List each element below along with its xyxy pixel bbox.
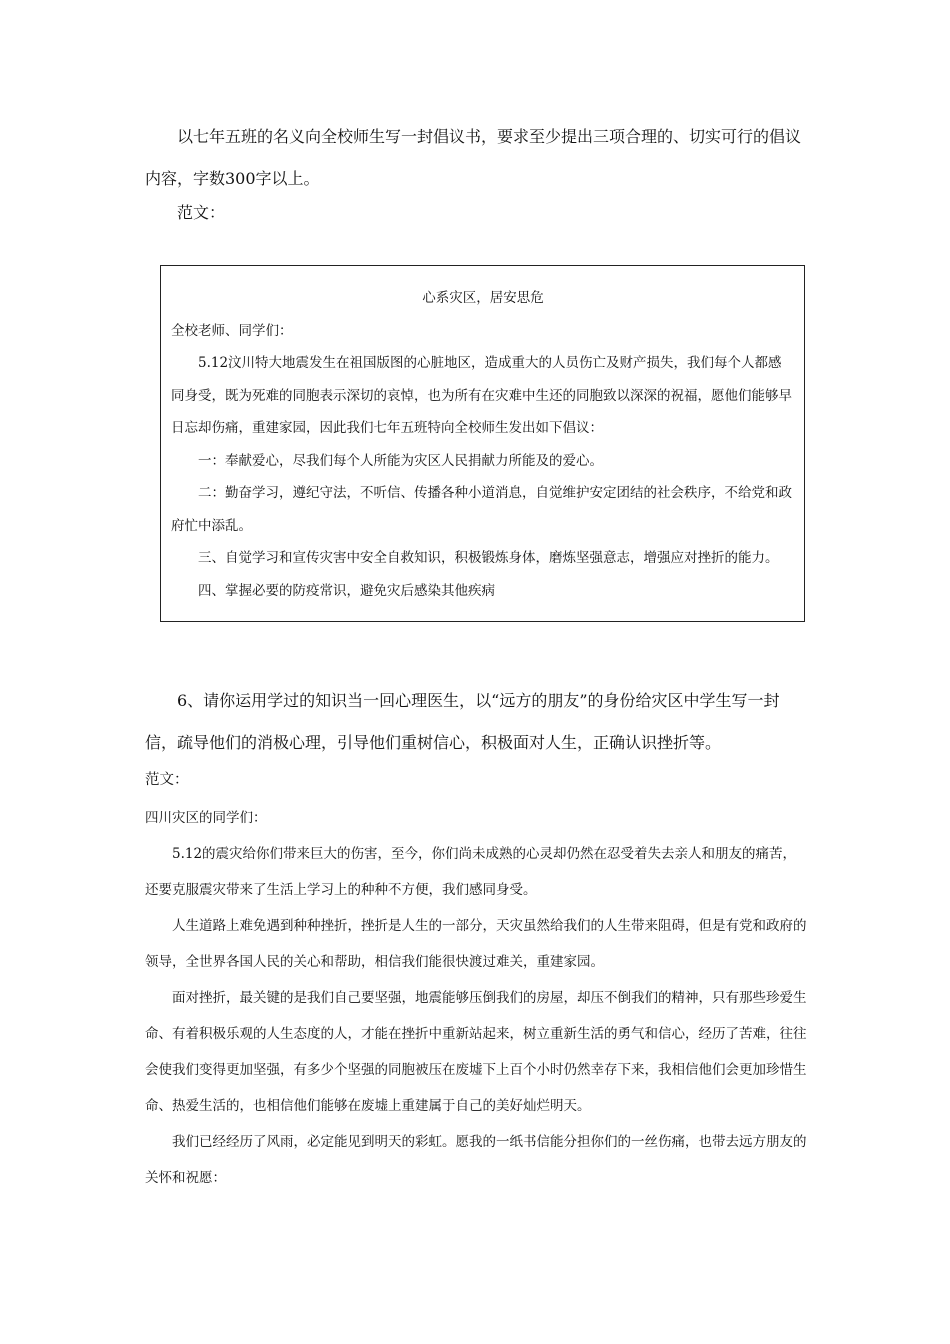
- comfort-letter-paragraph: 面对挫折，最关键的是我们自己要坚强，地震能够压倒我们的房屋，却压不倒我们的精神，只有那些珍爱生命、有着积极乐观的人生态度的人，才能在挫折中重新站起来，树立重新生活的勇气和信心，经历了苦难，往往会使我们变得更加坚强，有多少个坚强的同胞被压在废墟下上百个小时仍然幸存下来，我相信他们会更加珍惜生命、热爱生活的，也相信他们能够在废墟上重建属于自己的美好灿烂明天。: [145, 990, 807, 1114]
- proposal-item-3: 三、自觉学习和宣传灾害中安全自救知识，积极锻炼身体，磨炼坚强意志，增强应对挫折的能力。: [198, 550, 779, 566]
- comfort-letter: [145, 800, 808, 1196]
- comfort-letter-paragraph: 人生道路上难免遇到种种挫折，挫折是人生的一部分，天灾虽然给我们的人生带来阻碍，但是有党和政府的领导，全世界各国人民的关心和帮助，相信我们能很快渡过难关，重建家园。: [145, 918, 807, 970]
- proposal-item-4: 四、掌握必要的防疫常识，避免灾后感染其他疾病: [198, 582, 495, 599]
- task6-prompt: 6、请你运用学过的知识当一回心理医生，以“远方的朋友”的身份给灾区中学生写一封信，疏导他们的消极心理，引导他们重树信心，积极面对人生，正确认识挫折等。: [145, 691, 780, 752]
- task1-sample-label: 范文：: [177, 203, 226, 222]
- proposal-letter-title: 心系灾区，居安思危: [422, 290, 544, 306]
- task1-prompt: 以七年五班的名义向全校师生写一封倡议书，要求至少提出三项合理的、切实可行的倡议内容，字数300字以上。: [145, 127, 802, 188]
- proposal-item-1: 一：奉献爱心，尽我们每个人所能为灾区人民捐献力所能及的爱心。: [198, 452, 603, 469]
- proposal-letter-content: [171, 282, 795, 607]
- comfort-letter-paragraph: 我们已经经历了风雨，必定能见到明天的彩虹。愿我的一纸书信能分担你们的一丝伤痛，也带去远方朋友的关怀和祝愿：: [145, 1134, 807, 1186]
- proposal-letter-box: [160, 265, 805, 622]
- task6-sample-label: 范文：: [145, 772, 189, 788]
- proposal-letter-paragraph: 5.12汶川特大地震发生在祖国版图的心脏地区，造成重大的人员伤亡及财产损失，我们每个人都感同身受，既为死难的同胞表示深切的哀悼，也为所有在灾难中生还的同胞致以深深的祝福，愿他们能够早日忘却伤痛，重建家园，因此我们七年五班特向全校师生发出如下倡议：: [171, 355, 792, 436]
- comfort-letter-salutation: 四川灾区的同学们：: [145, 810, 267, 826]
- proposal-letter-salutation: 全校老师、同学们：: [171, 322, 293, 339]
- proposal-item-2: 二：勤奋学习，遵纪守法，不听信、传播各种小道消息，自觉维护安定团结的社会秩序，不给党和政府忙中添乱。: [171, 485, 792, 534]
- comfort-letter-paragraph: 5.12的震灾给你们带来巨大的伤害，至今，你们尚未成熟的心灵却仍然在忍受着失去亲人和朋友的痛苦，还要克服震灾带来了生活上学习上的种种不方便，我们感同身受。: [145, 846, 797, 898]
